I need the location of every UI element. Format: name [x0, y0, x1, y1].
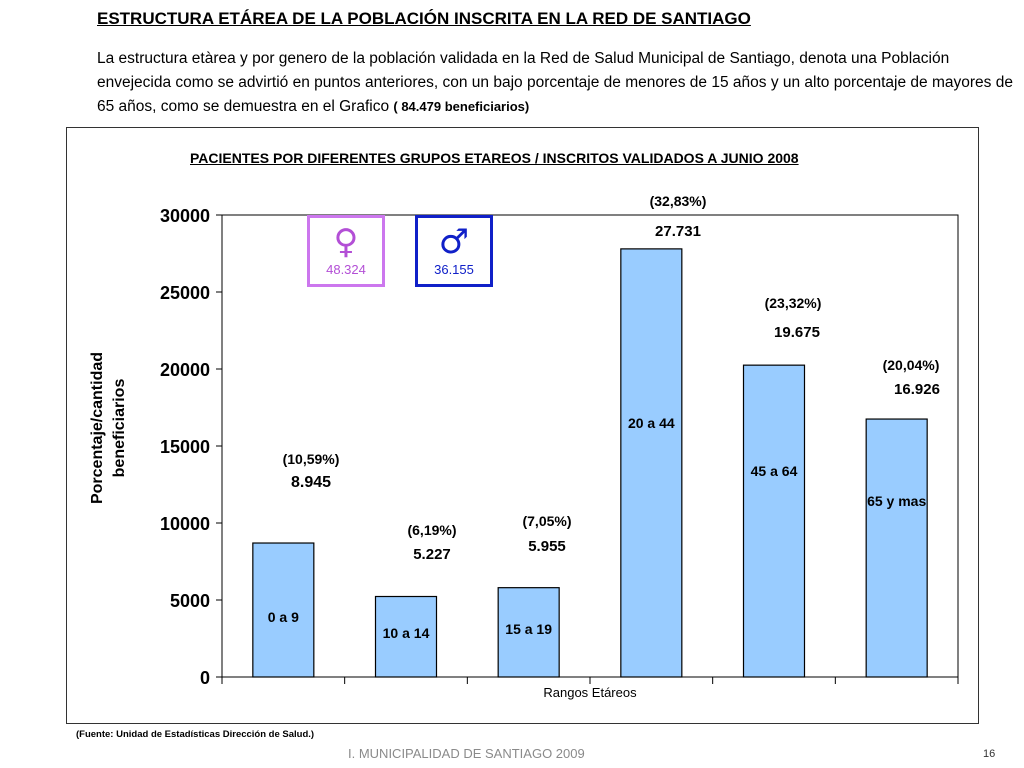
bar-category-label: 10 a 14 [382, 625, 430, 641]
female-count: 48.324 [326, 262, 366, 277]
bar-category-label: 20 a 44 [627, 415, 675, 431]
bar-category-label: 65 y mas [867, 493, 927, 509]
male-count-box [415, 215, 493, 287]
y-axis-label-line2: beneficiarios [111, 378, 128, 478]
y-tick-label: 30000 [159, 206, 210, 226]
bar-category-label: 0 a 9 [267, 609, 299, 625]
footer-text: I. MUNICIPALIDAD DE SANTIAGO 2009 [348, 746, 585, 761]
bar-value-label: 19.675 [774, 324, 820, 341]
x-axis-label: Rangos Etáreos [543, 685, 637, 700]
source-note: (Fuente: Unidad de Estadísticas Dirección de Salud.) [76, 729, 315, 740]
bar-value-label: 5.955 [528, 538, 566, 555]
bar-percent-label: (10,59%) [282, 451, 340, 467]
y-tick-label: 15000 [159, 437, 210, 457]
bar-20-a-44 [621, 249, 682, 677]
female-symbol-icon: ♀ [333, 222, 359, 262]
y-tick-label: 25000 [159, 283, 210, 303]
bar-value-label: 27.731 [655, 223, 701, 240]
bar-category-label: 45 a 64 [750, 463, 798, 479]
bar-category-label: 15 a 19 [505, 621, 553, 637]
y-tick-label: 0 [199, 668, 210, 688]
y-tick-label: 5000 [169, 591, 210, 611]
bar-percent-label: (32,83%) [649, 193, 707, 209]
bar-45-a-64 [744, 365, 805, 677]
female-count-box [307, 215, 385, 287]
bar-percent-label: (23,32%) [764, 295, 822, 311]
slide-title: ESTRUCTURA ETÁREA DE LA POBLACIÓN INSCRITA EN LA RED DE SANTIAGO [97, 9, 751, 28]
y-tick-label: 20000 [159, 360, 210, 380]
bar-value-label: 16.926 [894, 381, 940, 398]
bar-percent-label: (7,05%) [522, 513, 572, 529]
bar-value-label: 8.945 [290, 474, 332, 491]
bar-percent-label: (20,04%) [882, 357, 940, 373]
page-number: 16 [983, 748, 996, 760]
bar-percent-label: (6,19%) [407, 522, 457, 538]
chart-title: PACIENTES POR DIFERENTES GRUPOS ETAREOS / INSCRITOS VALIDADOS A JUNIO 2008 [190, 150, 799, 166]
male-symbol-icon: ♂ [438, 222, 470, 262]
y-tick-label: 10000 [159, 514, 210, 534]
intro-text: La estructura etàrea y por genero de la población validada en la Red de Salud Municipal de Santiago, denota una Población envejecida como se advirtió en puntos anteriores, con un bajo porcentaje de menores de 15 años y un alto porcentaje de mayores de 65 años, como se demuestra en el Grafico [97, 50, 1013, 115]
y-axis-label [89, 352, 128, 504]
y-axis-label-line1: Porcentaje/cantidad [89, 351, 106, 505]
intro-beneficiaries-total: ( 84.479 beneficiarios) [393, 99, 530, 114]
bar-value-label: 5.227 [413, 546, 451, 563]
bar-65-y-mas [866, 419, 927, 677]
male-count: 36.155 [434, 262, 474, 277]
